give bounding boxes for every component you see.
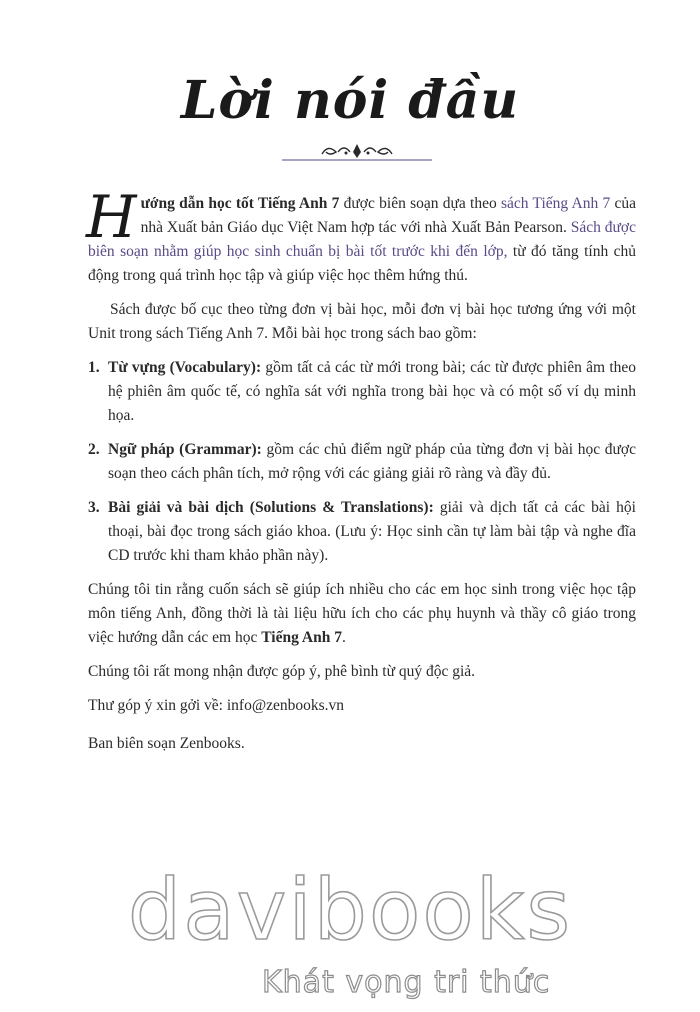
contents-list [88, 356, 636, 568]
list-item [88, 356, 636, 428]
list-item [88, 438, 636, 486]
list-item-text: gồm tất cả các từ mới trong bài; các từ được phiên âm theo hệ phiên âm quốc tế, có nghĩa sát với nghĩa trong bài học và có một số ví dụ minh họa. [108, 359, 637, 424]
preface-body [86, 183, 637, 766]
intro-paragraph [86, 183, 637, 288]
list-number: 1. [88, 359, 100, 376]
drop-cap: H [86, 183, 137, 251]
belief-text: Chúng tôi tin rằng cuốn sách sẽ giúp ích nhiều cho các em học sinh trong việc học tập môn tiếng Anh, đồng thời là tài liệu hữu ích cho các phụ huynh và thầy cô giáo trong việc hướng dẫn các em học [88, 581, 636, 646]
list-item-heading: Ngữ pháp (Grammar): [108, 441, 262, 458]
intro-highlight-1: sách Tiếng Anh 7 [501, 195, 611, 212]
list-item-heading: Bài giải và bài dịch (Solutions & Translations): [108, 499, 434, 516]
list-item-text: gồm các chủ điểm ngữ pháp của từng đơn vị bài học được soạn theo cách phân tích, mở rộng với các giảng giải rõ ràng và đầy đủ. [108, 441, 636, 482]
intro-text-1: được biên soạn dựa theo [339, 195, 501, 212]
list-item [88, 496, 636, 568]
list-number: 2. [88, 441, 100, 458]
ornament-divider [282, 140, 432, 164]
intro-text-3: từ đó tăng tính chủ động trong quá trình học tập và giúp việc học thêm hứng thú. [88, 243, 637, 284]
page-title: Lời nói đầu [180, 70, 520, 131]
structure-paragraph: Sách được bố cục theo từng đơn vị bài học, mỗi đơn vị bài học tương ứng với một Unit trong sách Tiếng Anh 7. Mỗi bài học trong sách bao gồm: [88, 301, 636, 342]
belief-paragraph [88, 578, 636, 650]
contact-paragraph: Thư góp ý xin gởi về: info@zenbooks.vn [88, 697, 345, 714]
list-number: 3. [88, 499, 100, 516]
list-item-text: giải và dịch tất cả các bài hội thoại, bài đọc trong sách giáo khoa. (Lưu ý: Học sinh cần tự làm bài tập và nghe đĩa CD trước khi tham khảo phần này). [108, 499, 636, 564]
belief-book-title: Tiếng Anh 7 [261, 629, 342, 646]
book-title-bold: ướng dẫn học tốt Tiếng Anh 7 [140, 195, 340, 212]
intro-highlight-2: Sách được biên soạn nhằm giúp học sinh chuẩn bị bài tốt trước khi đến lớp, [88, 219, 636, 260]
list-item-heading: Từ vựng (Vocabulary): [108, 359, 262, 376]
signoff: Ban biên soạn Zenbooks. [88, 735, 245, 752]
belief-end: . [341, 629, 346, 646]
feedback-paragraph: Chúng tôi rất mong nhận được góp ý, phê bình từ quý độc giả. [88, 663, 476, 680]
intro-text-2: của nhà Xuất bản Giáo dục Việt Nam hợp tác với nhà Xuất Bản Pearson. [140, 195, 637, 236]
watermark-logo: davibooks [127, 861, 573, 959]
watermark-slogan: Khát vọng tri thức [262, 965, 551, 1000]
